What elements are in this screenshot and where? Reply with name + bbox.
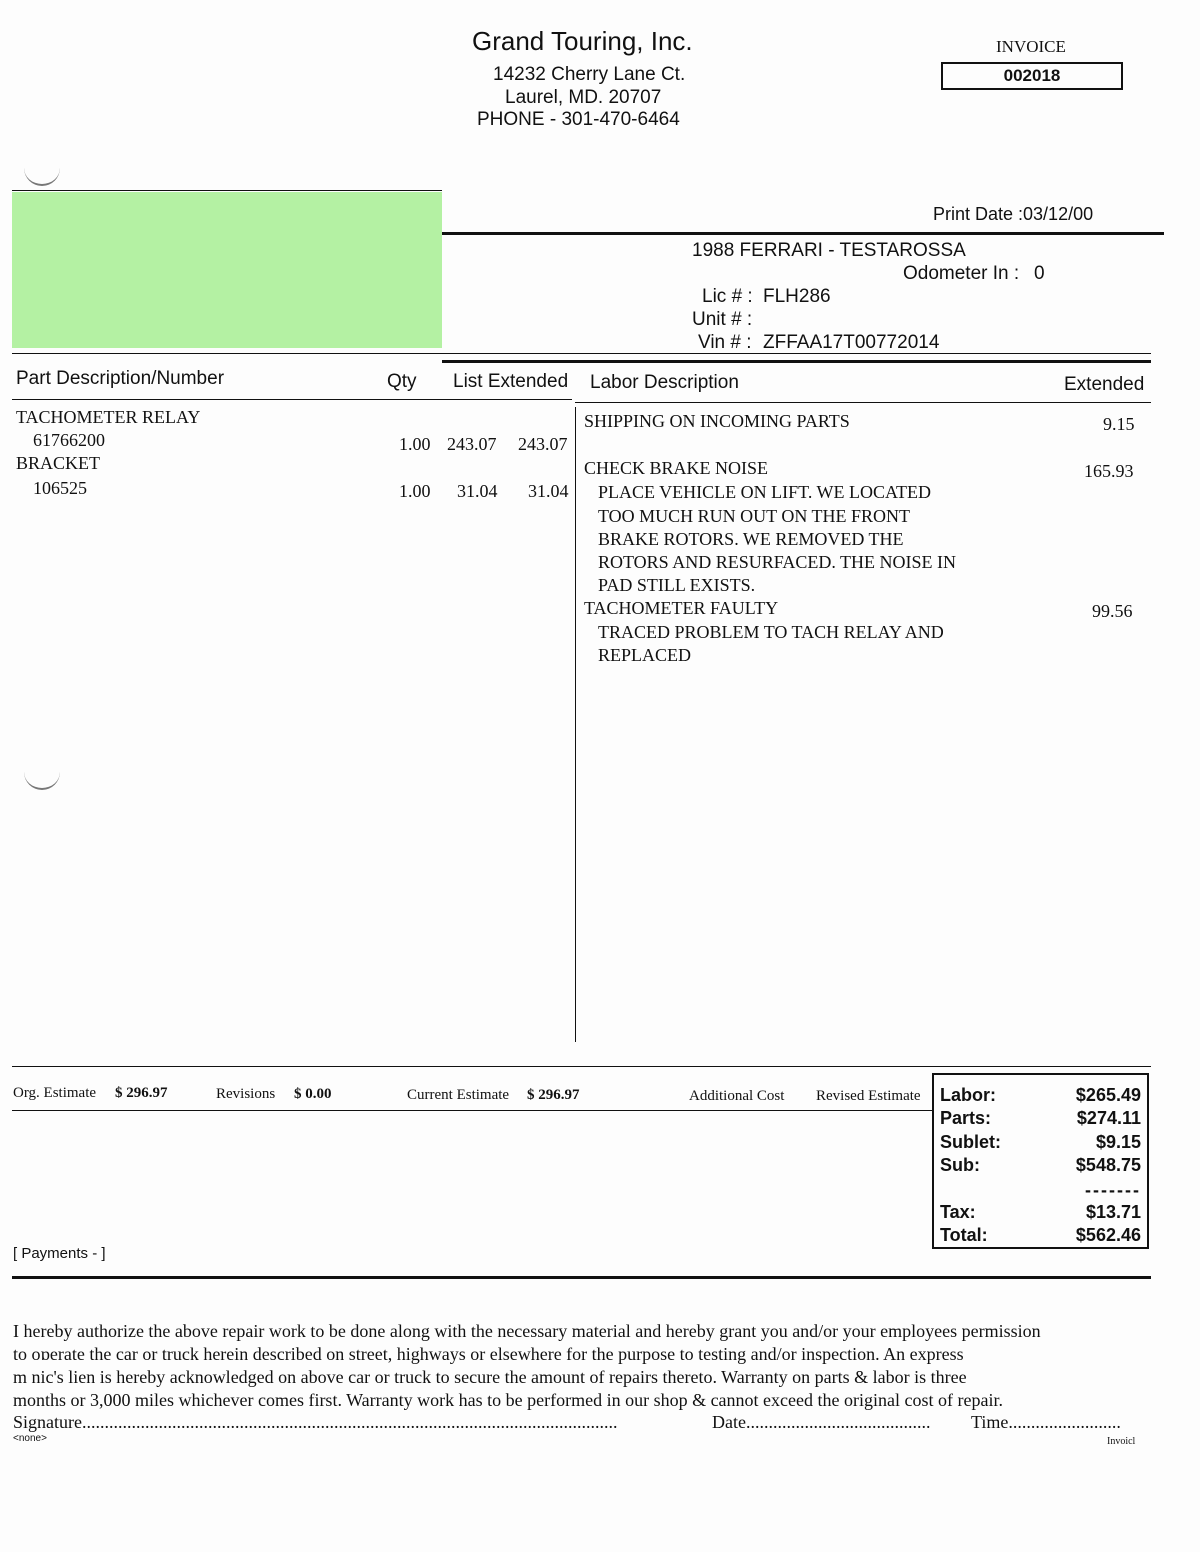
labor-detail: PLACE VEHICLE ON LIFT. WE LOCATED <box>598 482 931 502</box>
labor-detail: REPLACED <box>598 645 692 665</box>
part-qty: 1.00 <box>399 434 431 454</box>
org-estimate-label: Org. Estimate <box>13 1085 97 1101</box>
header-heavy-rule <box>442 360 1151 363</box>
col-header-part: Part Description/Number <box>16 368 225 389</box>
revisions-label: Revisions <box>216 1086 276 1102</box>
company-address-line2: Laurel, MD. 20707 <box>505 87 662 108</box>
header-top-rule <box>12 353 1151 354</box>
labor-title: SHIPPING ON INCOMING PARTS <box>584 411 850 431</box>
totals-parts-value: $274.11 <box>1076 1108 1141 1128</box>
revisions-value: $ 0.00 <box>294 1086 332 1102</box>
totals-box <box>932 1073 1149 1249</box>
payments-note: [ Payments - ] <box>13 1245 106 1262</box>
company-name: Grand Touring, Inc. <box>472 26 693 56</box>
part-number: 61766200 <box>33 430 105 450</box>
part-number: 106525 <box>33 478 87 498</box>
labor-detail: PAD STILL EXISTS. <box>598 575 756 595</box>
parts-labor-divider <box>575 407 576 1042</box>
col-header-extended: Extended <box>1064 374 1145 395</box>
col-header-labor: Labor Description <box>590 372 739 393</box>
print-date: Print Date :03/12/00 <box>933 204 1094 224</box>
part-extended: 243.07 <box>518 434 568 454</box>
footer-code: Invoicl <box>1107 1436 1136 1447</box>
footer-none: <none> <box>13 1433 47 1444</box>
totals-sub-label: Sub: <box>940 1155 980 1175</box>
totals-labor-label: Labor: <box>940 1085 996 1105</box>
time-field: Time......................... <box>971 1412 1121 1432</box>
totals-labor-row <box>940 1085 1141 1108</box>
totals-labor-value: $265.49 <box>1075 1085 1141 1105</box>
hole-punch-mark <box>24 164 60 186</box>
customer-block-top-rule <box>12 190 442 191</box>
vin-label: Vin # : <box>698 332 752 353</box>
odometer-value: 0 <box>1034 263 1045 284</box>
authorization-line: I hereby authorize the above repair work to be done along with the necessary material and hereby grant you and/or your employees permission <box>13 1321 1041 1341</box>
authorization-line: months or 3,000 miles whichever comes first. Warranty work has to be performed in our shop & cannot exceed the original cost of repair. <box>13 1390 1003 1410</box>
labor-detail: BRAKE ROTORS. WE REMOVED THE <box>598 529 904 549</box>
labor-amount: 165.93 <box>1084 461 1134 481</box>
estimate-top-rule <box>12 1066 1151 1067</box>
header-bottom-rule-right <box>575 402 1151 403</box>
authorization-top-rule <box>12 1276 1151 1279</box>
vehicle-top-rule <box>442 232 1164 235</box>
part-description: TACHOMETER RELAY <box>16 407 201 427</box>
revised-estimate-label: Revised Estimate <box>816 1088 921 1104</box>
part-qty: 1.00 <box>399 481 431 501</box>
labor-title: TACHOMETER FAULTY <box>584 598 779 618</box>
unit-label: Unit # : <box>692 309 753 330</box>
company-address-line1: 14232 Cherry Lane Ct. <box>493 64 686 85</box>
vehicle-description: 1988 FERRARI - TESTAROSSA <box>692 240 966 261</box>
totals-total-row <box>940 1225 1141 1248</box>
totals-sublet-label: Sublet: <box>940 1132 1001 1152</box>
part-list: 31.04 <box>457 481 498 501</box>
totals-sublet-value: $9.15 <box>1095 1132 1141 1152</box>
totals-sublet-row <box>940 1132 1141 1155</box>
company-phone: PHONE - 301-470-6464 <box>477 109 680 130</box>
date-field: Date......................................... <box>712 1412 931 1432</box>
labor-amount: 9.15 <box>1103 414 1135 434</box>
totals-tax-label: Tax: <box>940 1202 976 1222</box>
authorization-line: to oɒerate the car or truck herein described on street, highways or elsewhere for the purpose to testing and/or inspection. An express <box>13 1344 964 1364</box>
current-estimate-label: Current Estimate <box>407 1087 510 1103</box>
labor-detail: ROTORS AND RESURFACED. THE NOISE IN <box>598 552 957 572</box>
hole-punch-mark <box>24 768 60 790</box>
additional-cost-label: Additional Cost <box>689 1088 785 1104</box>
totals-tax-row <box>940 1202 1141 1225</box>
invoice-number: 002018 <box>941 62 1123 90</box>
totals-total-value: $562.46 <box>1075 1225 1141 1245</box>
totals-parts-row <box>940 1108 1141 1131</box>
lic-label: Lic # : <box>702 286 753 307</box>
labor-amount: 99.56 <box>1092 601 1133 621</box>
col-header-qty: Qty <box>387 371 417 392</box>
totals-total-label: Total: <box>940 1225 988 1245</box>
odometer-label: Odometer In : <box>903 263 1020 284</box>
redacted-customer-block <box>12 192 442 348</box>
part-extended: 31.04 <box>528 481 569 501</box>
lic-value: FLH286 <box>763 286 831 307</box>
vin-value: ZFFAA17T00772014 <box>763 332 940 353</box>
labor-detail: TOO MUCH RUN OUT ON THE FRONT <box>598 506 911 526</box>
header-bottom-rule-left <box>12 399 572 400</box>
org-estimate-value: $ 296.97 <box>115 1085 168 1101</box>
authorization-line: m nic's lien is hereby acknowledged on above car or truck to secure the amount of repairs thereto. Warranty on parts & labor is three <box>13 1367 967 1387</box>
labor-detail: TRACED PROBLEM TO TACH RELAY AND <box>598 622 944 642</box>
part-description: BRACKET <box>16 453 101 473</box>
invoice-label: INVOICE <box>996 37 1066 56</box>
signature-field: Signature....................................................................................................................... <box>13 1412 618 1432</box>
totals-sub-row <box>940 1155 1141 1178</box>
totals-separator: ------- <box>1085 1180 1141 1200</box>
part-list: 243.07 <box>447 434 497 454</box>
totals-parts-label: Parts: <box>940 1108 992 1128</box>
current-estimate-value: $ 296.97 <box>527 1087 580 1103</box>
labor-title: CHECK BRAKE NOISE <box>584 458 769 478</box>
estimate-bottom-rule <box>12 1110 932 1111</box>
col-header-list-extended: List Extended <box>453 371 569 392</box>
totals-tax-value: $13.71 <box>1085 1202 1141 1222</box>
totals-sub-value: $548.75 <box>1075 1155 1141 1175</box>
